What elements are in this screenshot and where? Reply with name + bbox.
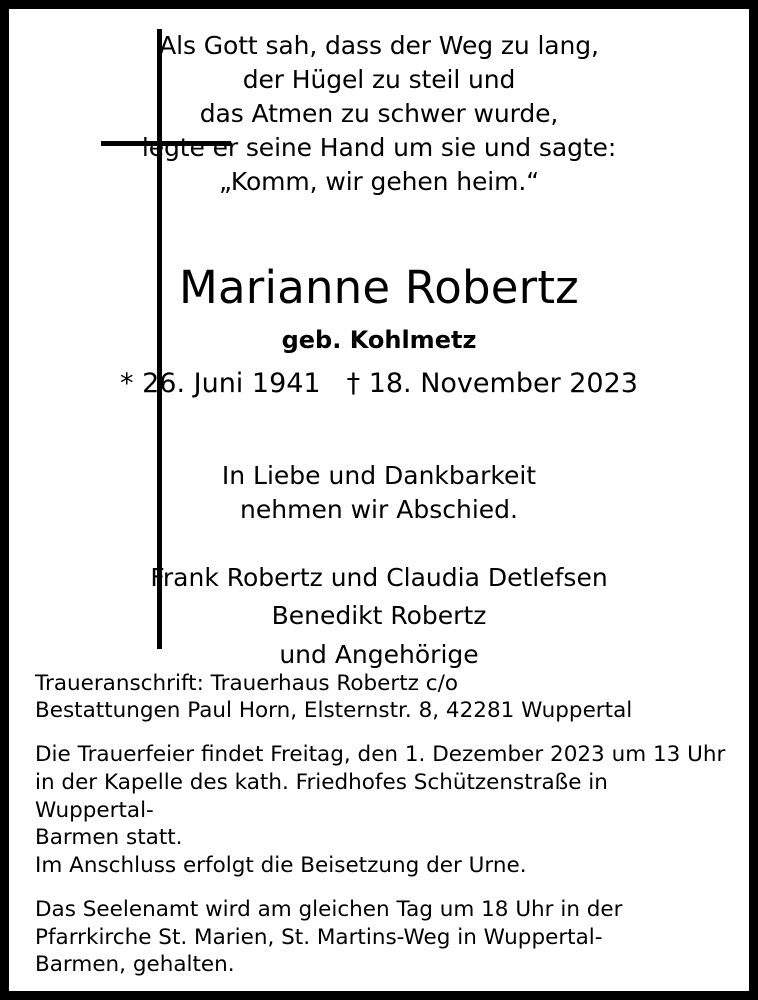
verse-line: „Komm, wir gehen heim.“ [218,167,540,196]
family-line: Frank Robertz und Claudia Detlefsen [150,562,608,592]
tribute-line: In Liebe und Dankbarkeit [221,461,537,490]
service-line: Im Anschluss erfolgt die Beisetzung der Urne. [35,853,527,879]
obituary-inner-frame [9,9,749,991]
address-line: Traueranschrift: Trauerhaus Robertz c/o [35,670,459,696]
verse-line: der Hügel zu steil und [242,65,516,94]
deceased-maiden-name: geb. Kohlmetz [281,326,477,354]
verse-line: legte er seine Hand um sie und sagte: [141,133,617,162]
service-line: Die Trauerfeier findet Freitag, den 1. Dezember 2023 um 13 Uhr [35,742,726,768]
verse-line: das Atmen zu schwer wurde, [199,99,559,128]
family-names [9,559,749,675]
mass-line: Pfarrkirche St. Marien, St. Martins-Weg in Wuppertal- [35,924,603,950]
deceased-name: Marianne Robertz [178,261,579,314]
service-line: Barmen statt. [35,825,183,851]
family-line: Benedikt Robertz [271,601,487,631]
death-date: † 18. November 2023 [346,368,638,399]
verse-line: Als Gott sah, dass der Weg zu lang, [159,31,599,60]
funeral-service-info [35,741,727,880]
service-line: in der Kapelle des kath. Friedhofes Schützenstraße in Wuppertal- [35,769,608,823]
mass-line: Das Seelenamt wird am gleichen Tag um 18 Uhr in der [35,896,623,922]
memorial-verse [9,9,749,199]
birth-date: * 26. Juni 1941 [120,368,321,399]
mass-line: Barmen, gehalten. [35,952,235,978]
tribute-text [9,459,749,527]
address-line: Bestattungen Paul Horn, Elsternstr. 8, 42281 Wuppertal [35,698,633,724]
memorial-mass-info [35,896,727,979]
mourning-address [35,670,727,725]
obituary-content [9,9,749,991]
life-dates [9,368,749,399]
funeral-details [35,670,727,979]
family-line: und Angehörige [279,640,479,669]
tribute-line: nehmen wir Abschied. [240,494,518,524]
